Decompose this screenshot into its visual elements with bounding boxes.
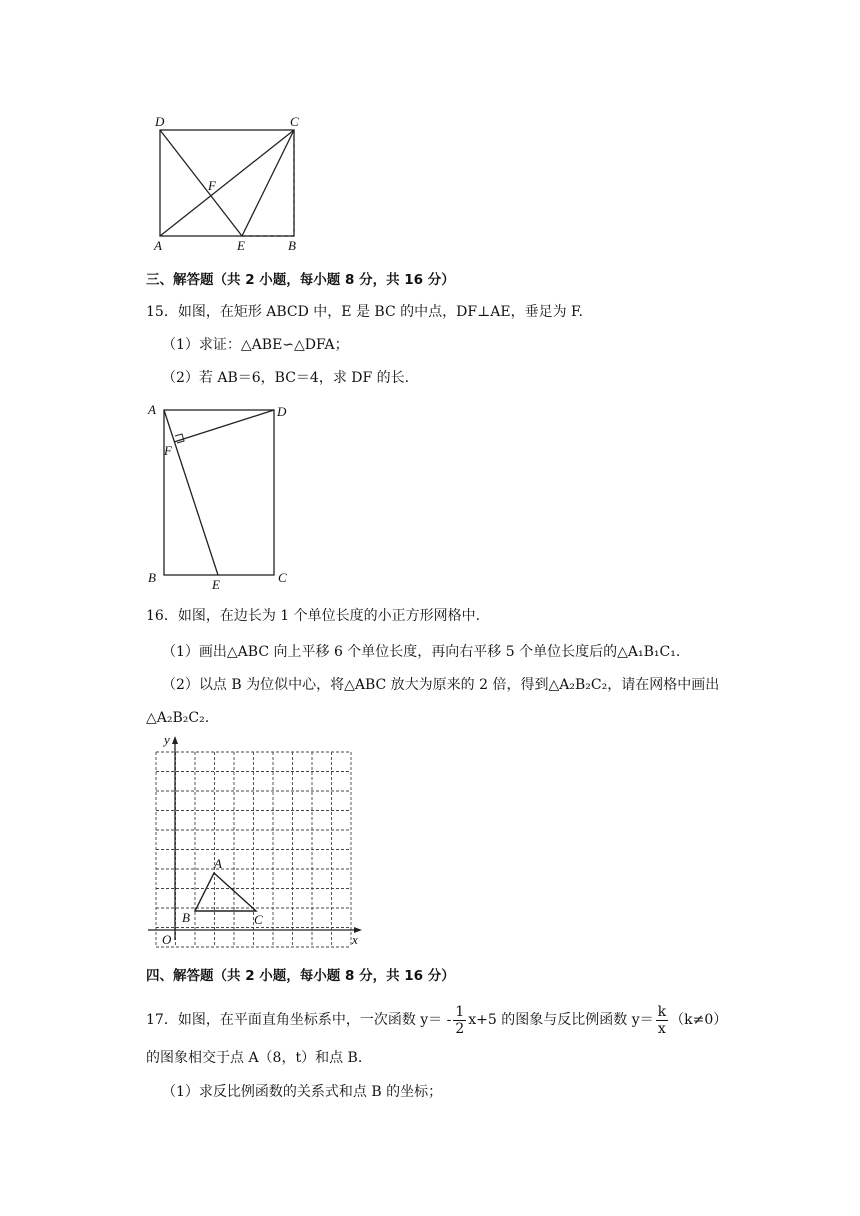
q16-part2: （2）以点 B 为位似中心，将△ABC 放大为原来的 2 倍，得到△A₂B₂C₂，请在网格中画出 xyxy=(162,677,720,693)
label-b: B xyxy=(288,238,296,253)
label-a: A xyxy=(214,856,222,871)
label-c: C xyxy=(278,570,287,585)
label-o: O xyxy=(162,932,172,947)
q16-part2-cont: △A₂B₂C₂. xyxy=(146,710,210,726)
label-a: A xyxy=(154,238,162,253)
label-y: y xyxy=(164,732,170,747)
line-de xyxy=(160,130,242,236)
line-ec xyxy=(242,130,294,236)
q17-stem-pre: 17．如图，在平面直角坐标系中，一次函数 y＝ - xyxy=(146,1012,452,1028)
fraction-numerator: 1 xyxy=(455,1003,465,1020)
fraction-denominator: x xyxy=(657,1020,666,1037)
q17-part1: （1）求反比例函数的关系式和点 B 的坐标； xyxy=(162,1084,443,1100)
figure-q16-grid xyxy=(140,730,370,952)
q15-stem: 15．如图，在矩形 ABCD 中，E 是 BC 的中点，DF⊥AE，垂足为 F. xyxy=(146,304,584,320)
section-3-heading: 三、解答题（共 2 小题，每小题 8 分，共 16 分） xyxy=(146,272,455,288)
line-df xyxy=(174,410,274,442)
label-b: B xyxy=(182,910,190,925)
q17-stem xyxy=(146,1000,727,1040)
section-4-heading: 四、解答题（共 2 小题，每小题 8 分，共 16 分） xyxy=(146,968,455,984)
label-e: E xyxy=(212,577,220,590)
line-ac xyxy=(160,130,294,236)
triangle-abc xyxy=(195,873,256,911)
label-d: D xyxy=(277,404,287,419)
fraction-k-over-x xyxy=(656,1004,668,1037)
q16-part1: （1）画出△ABC 向上平移 6 个单位长度，再向右平移 5 个单位长度后的△A₁B₁C₁. xyxy=(162,644,681,660)
fraction-one-half xyxy=(453,1004,466,1037)
q16-stem: 16．如图，在边长为 1 个单位长度的小正方形网格中. xyxy=(146,608,481,624)
label-f: F xyxy=(164,443,172,458)
label-d: D xyxy=(155,114,165,129)
q15-part1: （1）求证：△ABE∽△DFA； xyxy=(162,337,349,353)
label-c: C xyxy=(290,114,299,129)
label-a: A xyxy=(148,402,156,417)
figure-q15 xyxy=(140,398,300,590)
label-b: B xyxy=(148,570,156,585)
q17-stem-mid: x+5 的图象与反比例函数 y＝ xyxy=(468,1012,654,1028)
label-x: x xyxy=(352,932,358,947)
q17-stem-post: （k≠0） xyxy=(670,1012,728,1028)
fraction-denominator: 2 xyxy=(455,1020,465,1037)
fraction-numerator: k xyxy=(657,1003,667,1020)
q17-stem-line2: 的图象相交于点 A（8，t）和点 B. xyxy=(146,1050,363,1066)
label-f: F xyxy=(208,178,216,193)
y-axis-arrow xyxy=(172,736,178,744)
label-c: C xyxy=(254,912,263,927)
figure-q14 xyxy=(140,110,320,255)
label-e: E xyxy=(237,238,245,253)
line-ae xyxy=(164,410,218,575)
q15-part2: （2）若 AB＝6，BC＝4，求 DF 的长. xyxy=(162,370,410,386)
